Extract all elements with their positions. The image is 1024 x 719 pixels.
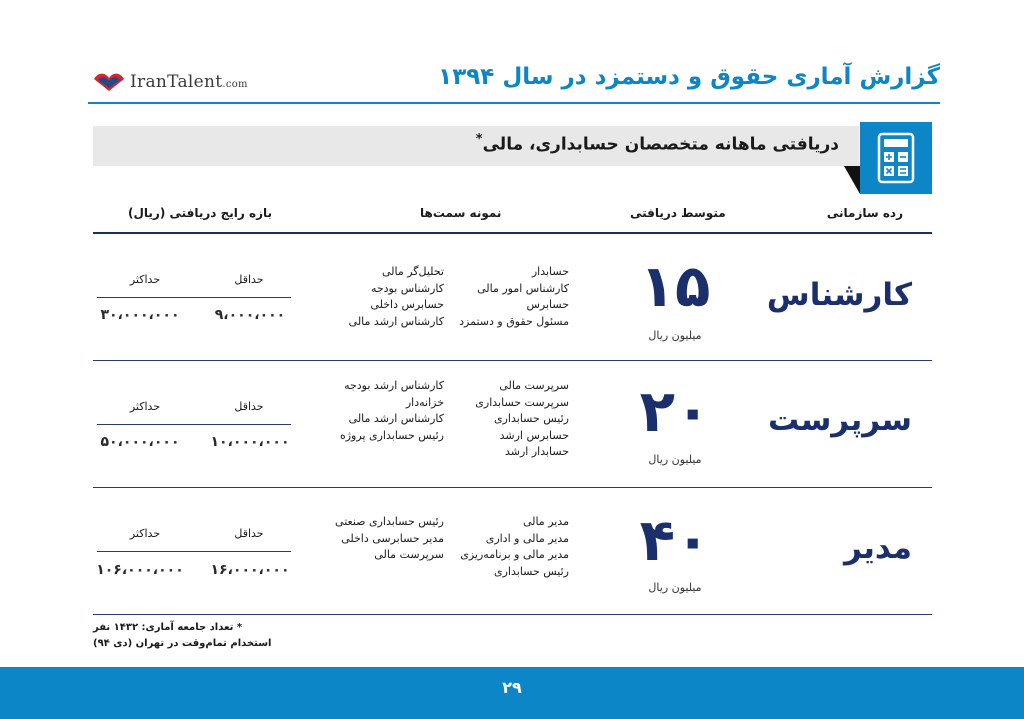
row-divider (93, 614, 932, 615)
footnote-scope: استخدام تمام‌وقت در تهران (دی ۹۴) (93, 638, 272, 649)
section-title: دریافتی ماهانه متخصصان حسابداری، مالی* (475, 132, 839, 155)
band-corner-shadow (844, 166, 860, 194)
row-roles-right-supervisor: سرپرست مالی سرپرست حسابداری رئیس حسابداری حسابرس ارشد حسابدار ارشد (475, 379, 569, 458)
row-level-expert: کارشناس (766, 277, 912, 313)
row-average-supervisor: ۲۰ (639, 377, 711, 445)
row-max-label: حداکثر (129, 527, 161, 540)
row-unit-manager: میلیون ریال (648, 581, 702, 594)
row-roles-left-manager: رئیس حسابداری صنعتی مدیر حسابرسی داخلی سرپرست مالی (335, 515, 444, 561)
min-max-divider (97, 551, 291, 552)
row-roles-left-supervisor: کارشناس ارشد بودجه خزانه‌دار کارشناس ارشد مالی رئیس حسابداری پروژه (339, 379, 444, 442)
row-unit-supervisor: میلیون ریال (648, 453, 702, 466)
min-max-divider (97, 297, 291, 298)
row-min-value-manager: ۱۶،۰۰۰،۰۰۰ (210, 562, 290, 578)
calculator-icon (860, 122, 932, 194)
row-max-value-supervisor: ۵۰،۰۰۰،۰۰۰ (100, 434, 180, 450)
col-header-level: رده سازمانی (826, 206, 903, 220)
row-min-label: حداقل (234, 527, 264, 540)
col-header-roles: نمونه سمت‌ها (420, 206, 502, 220)
row-unit-expert: میلیون ریال (648, 329, 702, 342)
report-title: گزارش آماری حقوق و دستمزد در سال ۱۳۹۴ (438, 64, 940, 90)
row-min-label: حداقل (234, 400, 264, 413)
row-divider (93, 360, 932, 361)
row-roles-right-expert: حسابدار کارشناس امور مالی حسابرس مسئول حقوق و دستمزد (459, 265, 569, 328)
page-number: ۲۹ (502, 678, 522, 697)
row-min-value-expert: ۹،۰۰۰،۰۰۰ (214, 307, 286, 323)
row-roles-left-expert: تحلیل‌گر مالی کارشناس بودجه حسابرس داخلی کارشناس ارشد مالی (348, 265, 444, 328)
row-min-label: حداقل (234, 273, 264, 286)
header-divider (88, 102, 940, 104)
row-max-value-expert: ۳۰،۰۰۰،۰۰۰ (100, 307, 180, 323)
handshake-icon (92, 71, 126, 93)
row-min-value-supervisor: ۱۰،۰۰۰،۰۰۰ (210, 434, 290, 450)
row-average-expert: ۱۵ (639, 252, 711, 320)
logo-wordmark: IranTalent.com (130, 72, 248, 92)
row-max-label: حداکثر (129, 400, 161, 413)
min-max-divider (97, 424, 291, 425)
row-level-supervisor: سرپرست (768, 402, 912, 438)
row-roles-right-manager: مدیر مالی مدیر مالی و اداری مدیر مالی و برنامه‌ریزی رئیس حسابداری (460, 515, 569, 578)
row-average-manager: ۴۰ (639, 506, 711, 574)
row-divider (93, 487, 932, 488)
row-level-manager: مدیر (843, 530, 912, 566)
irantalent-logo (92, 71, 248, 93)
col-header-average: متوسط دریافتی (630, 206, 726, 220)
row-max-value-manager: ۱۰۶،۰۰۰،۰۰۰ (96, 562, 184, 578)
col-header-range: بازه رایج دریافتی (ریال) (128, 206, 272, 220)
row-max-label: حداکثر (129, 273, 161, 286)
header-rule (93, 232, 932, 234)
footnote-population: * تعداد جامعه آماری: ۱۴۳۲ نفر (93, 622, 243, 633)
